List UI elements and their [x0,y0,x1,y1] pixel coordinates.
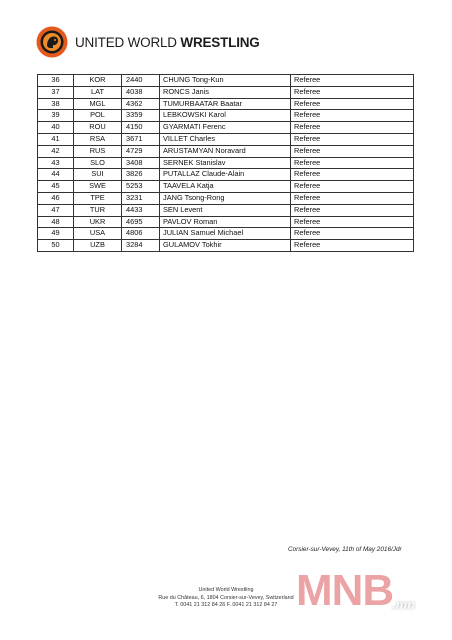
row-number: 42 [38,145,74,157]
referee-role: Referee [291,110,414,122]
country-code: LAT [74,86,122,98]
table-row [38,145,414,157]
license-number: 4695 [122,216,160,228]
country-code: POL [74,110,122,122]
table-row [38,122,414,134]
referee-role: Referee [291,145,414,157]
row-number: 46 [38,192,74,204]
referee-name: TAAVELA Katja [160,181,291,193]
license-number: 3284 [122,240,160,252]
footer-street-address: Rue du Château, 6, 1804 Corsier-sur-Vevey, Switzerland [158,594,294,601]
table-row [38,157,414,169]
row-number: 48 [38,216,74,228]
referee-name: ARUSTAMYAN Noravard [160,145,291,157]
table-row [38,98,414,110]
referee-name: PUTALLAZ Claude-Alain [160,169,291,181]
country-code: KOR [74,75,122,87]
license-number: 4806 [122,228,160,240]
referee-role: Referee [291,181,414,193]
row-number: 40 [38,122,74,134]
table-row [38,86,414,98]
referee-role: Referee [291,86,414,98]
country-code: MGL [74,98,122,110]
row-number: 39 [38,110,74,122]
row-number: 45 [38,181,74,193]
table-row [38,216,414,228]
row-number: 49 [38,228,74,240]
license-number: 3359 [122,110,160,122]
table-row [38,169,414,181]
row-number: 37 [38,86,74,98]
country-code: USA [74,228,122,240]
referee-name: JULIAN Samuel Michael [160,228,291,240]
uww-lion-logo-icon [36,26,68,58]
referee-role: Referee [291,169,414,181]
country-code: TUR [74,204,122,216]
table-row [38,204,414,216]
country-code: UKR [74,216,122,228]
footer-phone-fax: T. 0041 21 312 84 26 F. 0041 21 312 84 27 [174,602,278,609]
license-number: 2440 [122,75,160,87]
table-row [38,75,414,87]
country-code: SWE [74,181,122,193]
row-number: 43 [38,157,74,169]
row-number: 36 [38,75,74,87]
referee-name: SERNEK Stanislav [160,157,291,169]
referee-name: GYARMATI Ferenc [160,122,291,134]
table-row [38,228,414,240]
watermark-domain: .mn [392,597,416,612]
referee-role: Referee [291,75,414,87]
place-date-line: Corsier-sur-Vevey, 11th of May 2016/Jdr [288,546,402,553]
license-number: 4150 [122,122,160,134]
license-number: 3408 [122,157,160,169]
referee-role: Referee [291,204,414,216]
row-number: 50 [38,240,74,252]
referee-name: LEBKOWSKI Karol [160,110,291,122]
country-code: RSA [74,133,122,145]
footer-address [146,587,306,610]
table-row [38,110,414,122]
referee-role: Referee [291,192,414,204]
referee-table-body [38,75,414,252]
table-row [38,192,414,204]
license-number: 3671 [122,133,160,145]
country-code: UZB [74,240,122,252]
referee-name: CHUNG Tong-Kun [160,75,291,87]
license-number: 4729 [122,145,160,157]
license-number: 4038 [122,86,160,98]
referee-role: Referee [291,240,414,252]
brand-name [75,35,260,50]
country-code: TPE [74,192,122,204]
watermark-logo-text: MNB [296,566,394,615]
row-number: 38 [38,98,74,110]
referee-name: GULAMOV Tokhir [160,240,291,252]
table-row [38,133,414,145]
referee-name: RONCS Janis [160,86,291,98]
license-number: 3826 [122,169,160,181]
country-code: ROU [74,122,122,134]
table-row [38,240,414,252]
license-number: 3231 [122,192,160,204]
country-code: SUI [74,169,122,181]
referee-role: Referee [291,228,414,240]
row-number: 47 [38,204,74,216]
referee-name: SEN Levent [160,204,291,216]
license-number: 5253 [122,181,160,193]
referee-role: Referee [291,122,414,134]
referee-name: JANG Tsong-Rong [160,192,291,204]
row-number: 41 [38,133,74,145]
mnb-watermark [296,566,436,616]
referee-name: TUMURBAATAR Baatar [160,98,291,110]
referee-name: VILLET Charles [160,133,291,145]
country-code: SLO [74,157,122,169]
row-number: 44 [38,169,74,181]
footer-org-name: United World Wrestling [198,587,254,593]
letterhead [36,24,260,60]
brand-name-light: UNITED WORLD [75,34,181,50]
referee-role: Referee [291,133,414,145]
brand-name-bold: WRESTLING [180,34,260,50]
referee-role: Referee [291,157,414,169]
table-row [38,181,414,193]
license-number: 4362 [122,98,160,110]
license-number: 4433 [122,204,160,216]
referee-table [37,74,414,252]
referee-name: PAVLOV Roman [160,216,291,228]
country-code: RUS [74,145,122,157]
referee-role: Referee [291,98,414,110]
referee-role: Referee [291,216,414,228]
